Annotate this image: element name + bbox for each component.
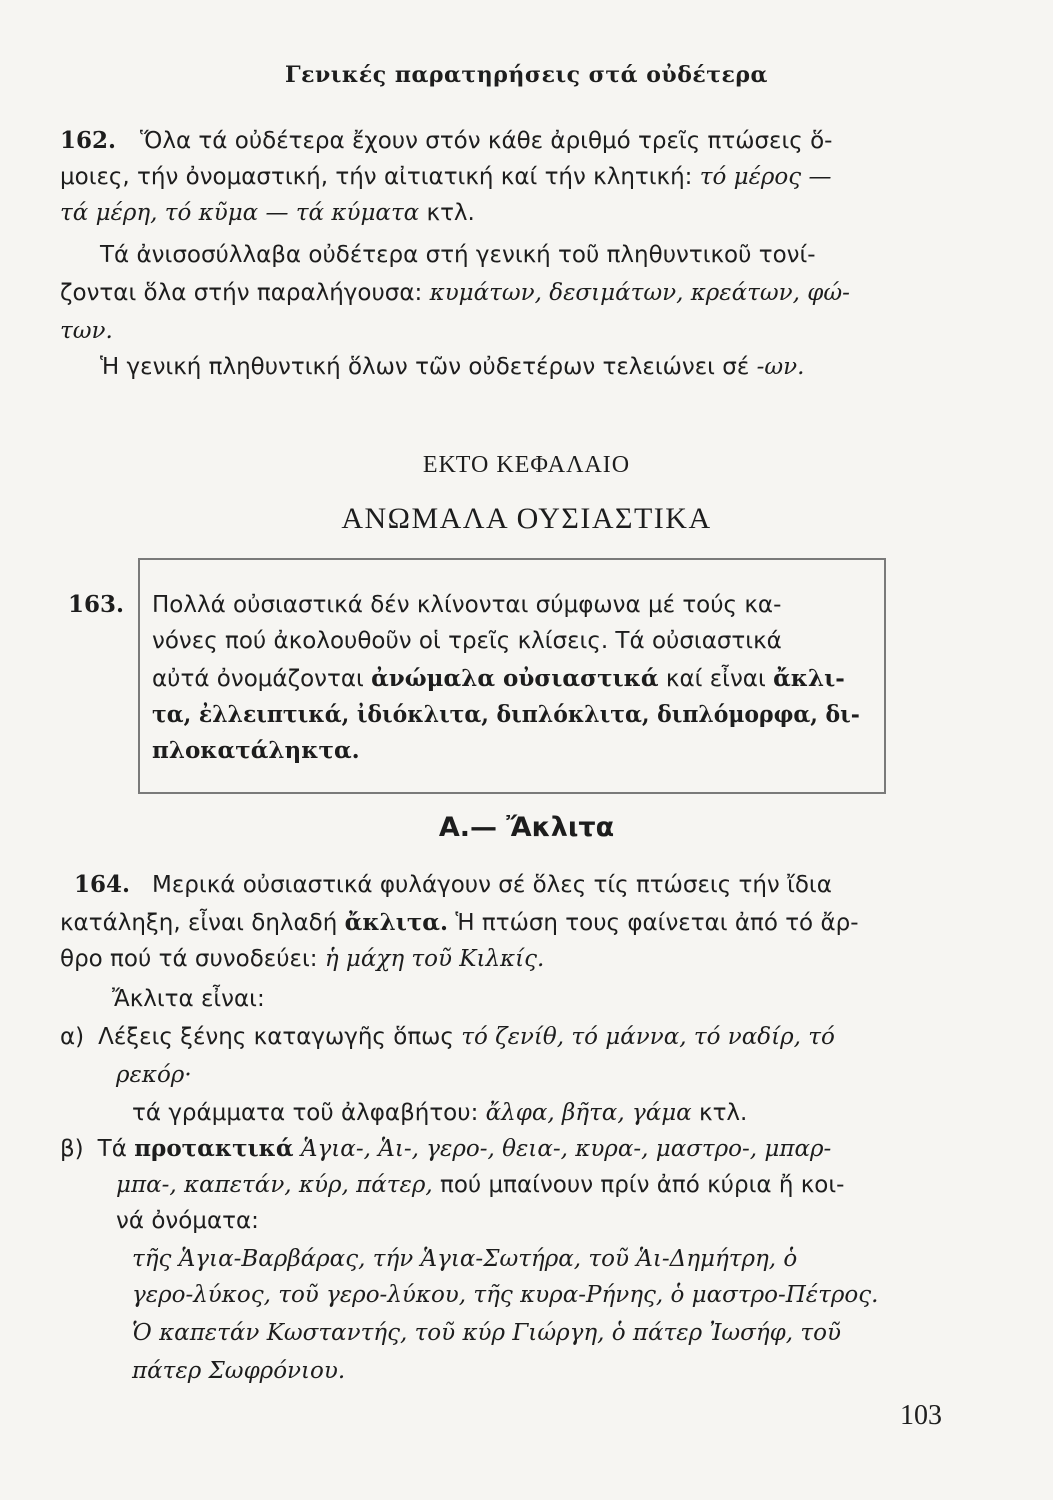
list-item-b-line-1: β) Τά προτακτικά Ἁγια-, Ἁι-, γερο-, θεια-, κυρα-, μαστρο-, μπαρ- [60,1135,832,1162]
paragraph-162-line-5: ζονται ὅλα στήν παραλήγουσα: κυμάτων, δεσιμάτων, κρεάτων, φώ- [60,280,850,306]
list-item-a-line-2: ρεκόρ· [116,1062,192,1088]
list-marker-a: α) [60,1024,85,1050]
boxed-paragraph-163 [138,558,886,794]
list-item-a-line-1: α) Λέξεις ξένης καταγωγῆς ὅπως τό ζενίθ, τό μάννα, τό ναδίρ, τό [60,1024,835,1050]
page-number: 103 [900,1400,942,1431]
example-line-4: πάτερ Σωφρόνιου. [132,1358,346,1384]
chapter-title: ΑΝΩΜΑΛΑ ΟΥΣΙΑΣΤΙΚΑ [341,502,712,535]
paragraph-163-line-3: αὐτά ὀνομάζονται ἀνώμαλα οὐσιαστικά καί εἶναι ἄκλι- [152,665,845,692]
paragraph-163-line-5: πλοκατάληκτα. [152,737,360,764]
paragraph-164-line-1: 164. Μερικά οὐσιαστικά φυλάγουν σέ ὅλες τίς πτώσεις τήν ἴδια [74,871,832,898]
paragraph-162-line-3: τά μέρη, τό κῦμα — τά κύματα κτλ. [60,200,475,226]
list-item-b-line-2: μπα-, καπετάν, κύρ, πάτερ, πού μπαίνουν πρίν ἀπό κύρια ἤ κοι- [116,1172,845,1198]
example-line-2: γερο-λύκος, τοῦ γερο-λύκου, τῆς κυρα-Ρήνης, ὁ μαστρο-Πέτρος. [132,1282,879,1308]
list-item-a-line-3: τά γράμματα τοῦ ἀλφαβήτου: ἄλφα, βῆτα, γάμα κτλ. [132,1100,748,1126]
paragraph-164-line-2: κατάληξη, εἶναι δηλαδή ἄκλιτα. Ἡ πτώση τους φαίνεται ἀπό τό ἄρ- [60,909,859,936]
paragraph-162-line-1: 162. Ὅλα τά οὐδέτερα ἔχουν στόν κάθε ἀριθμό τρεῖς πτώσεις ὅ- [60,127,833,154]
list-marker-b: β) [60,1136,84,1162]
paragraph-163-number: 163. [68,591,125,618]
paragraph-164-line-3: θρο πού τά συνοδεύει: ἡ μάχη τοῦ Κιλκίς. [60,946,545,972]
paragraph-163-line-4: τα, ἐλλειπτικά, ἰδιόκλιτα, διπλόκλιτα, διπλόμορφα, δι- [152,701,860,728]
paragraph-162-line-4: Τά ἀνισοσύλλαβα οὐδέτερα στή γενική τοῦ πληθυντικοῦ τονί- [100,242,816,268]
paragraph-163-line-1: Πολλά οὐσιαστικά δέν κλίνονται σύμφωνα μέ τούς κα- [152,592,782,618]
paragraph-162-line-6: των. [60,318,113,344]
paragraph-164-line-4: Ἄκλιτα εἶναι: [112,986,265,1012]
example-line-1: τῆς Ἁγια-Βαρβάρας, τήν Ἁγια-Σωτήρα, τοῦ Ἁι-Δημήτρη, ὁ [132,1246,798,1272]
list-item-b-line-3: νά ὀνόματα: [116,1208,259,1234]
section-heading: Α.— Ἄκλιτα [438,812,615,843]
chapter-label: ΕΚΤΟ ΚΕΦΑΛΑΙΟ [422,452,631,478]
paragraph-163-line-2: νόνες πού ἀκολουθοῦν οἱ τρεῖς κλίσεις. Τά οὐσιαστικά [152,628,782,654]
paragraph-162-line-7: Ἡ γενική πληθυντική ὅλων τῶν οὐδετέρων τελειώνει σέ -ων. [100,354,805,380]
paragraph-162-line-2: μοιες, τήν ὀνομαστική, τήν αἰτιατική καί τήν κλητική: τό μέρος — [60,164,832,190]
paragraph-number: 162. [60,127,117,154]
example-line-3: Ὁ καπετάν Κωσταντής, τοῦ κύρ Γιώργη, ὁ πάτερ Ἰωσήφ, τοῦ [132,1320,841,1346]
running-heading: Γενικές παρατηρήσεις στά οὐδέτερα [285,62,768,88]
